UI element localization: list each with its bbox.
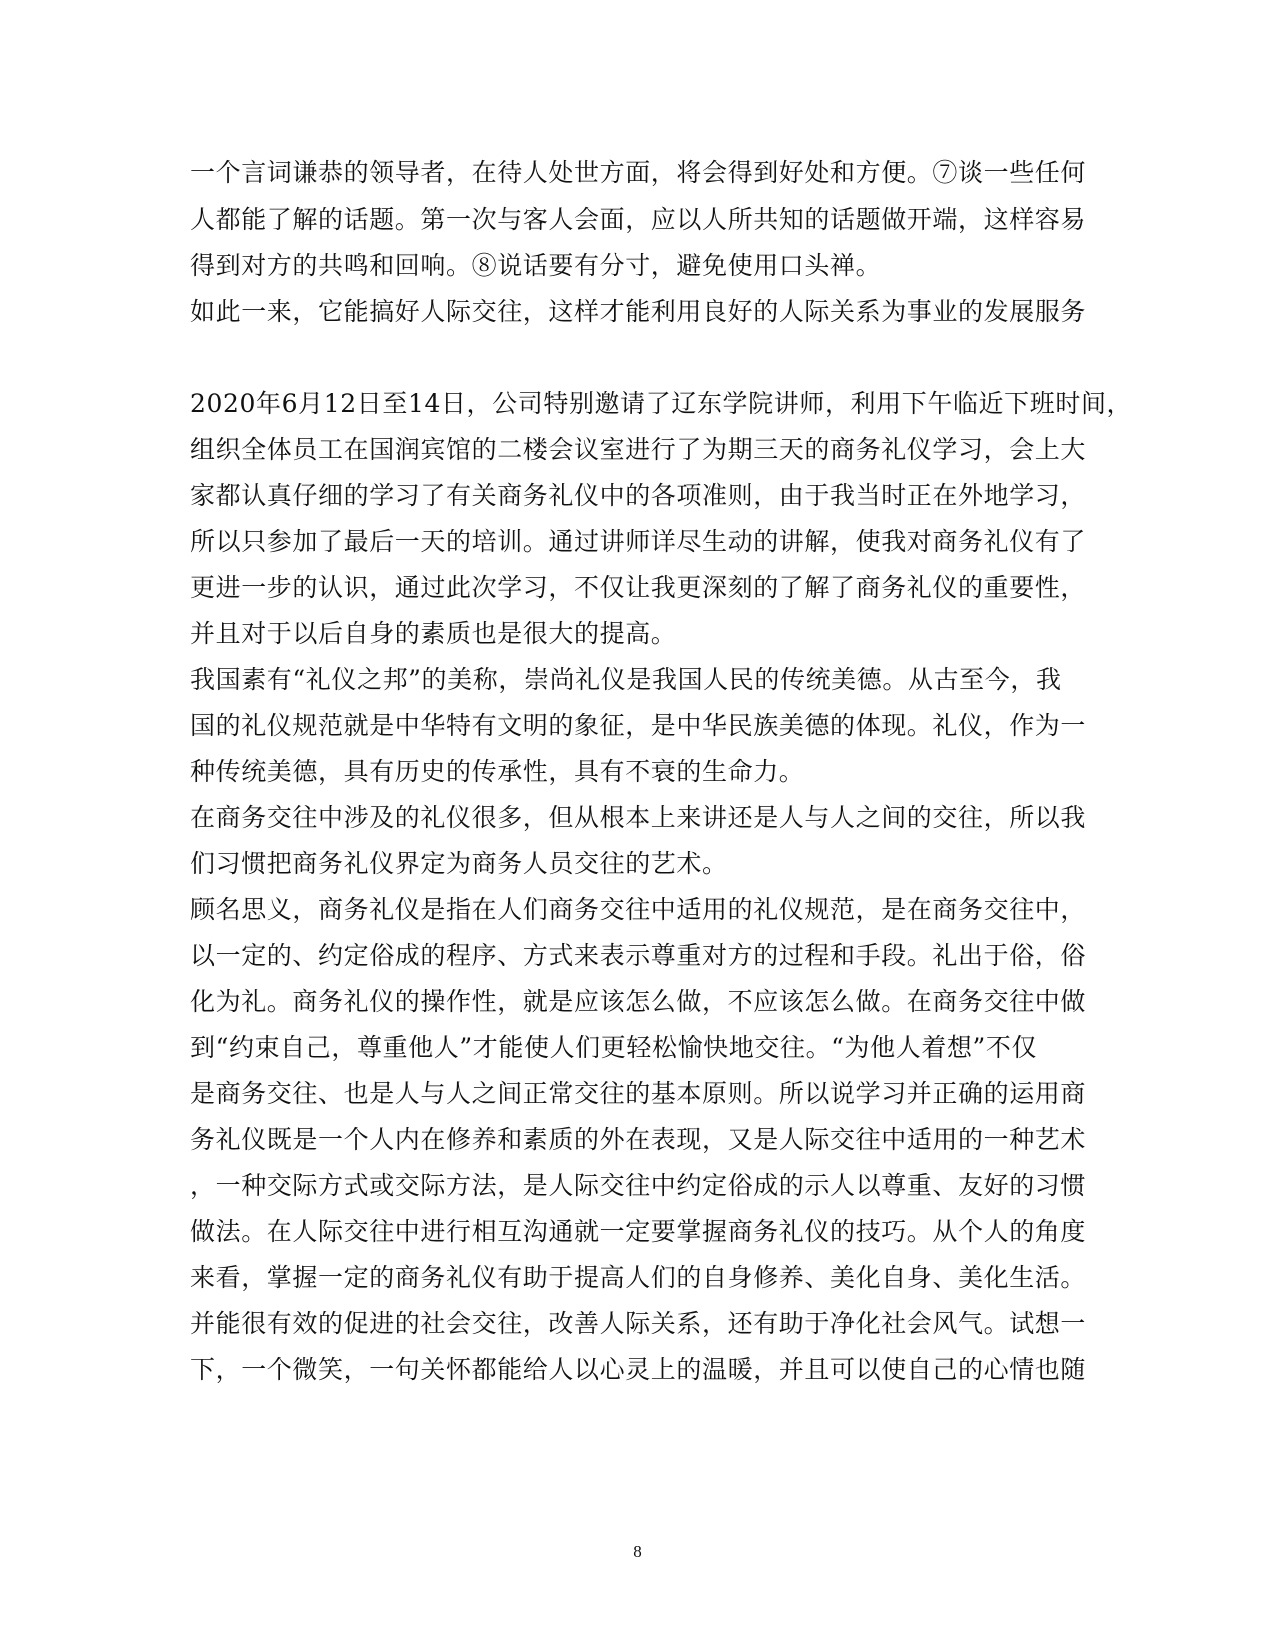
text-line: 化为礼。商务礼仪的操作性，就是应该怎么做，不应该怎么做。在商务交往中做 xyxy=(190,987,1087,1016)
text-line: 务礼仪既是一个人内在修养和素质的外在表现，又是人际交往中适用的一种艺术 xyxy=(190,1125,1087,1154)
page-number: 8 xyxy=(633,1542,642,1561)
text-line: 是商务交往、也是人与人之间正常交往的基本原则。所以说学习并正确的运用商 xyxy=(190,1079,1087,1108)
text-line: 人都能了解的话题。第一次与客人会面，应以人所共知的话题做开端，这样容易 xyxy=(190,205,1087,234)
text-line: 来看，掌握一定的商务礼仪有助于提高人们的自身修养、美化自身、美化生活。 xyxy=(190,1263,1087,1292)
text-line: ，一种交际方式或交际方法，是人际交往中约定俗成的示人以尊重、友好的习惯 xyxy=(190,1171,1087,1200)
text-line: 做法。在人际交往中进行相互沟通就一定要掌握商务礼仪的技巧。从个人的角度 xyxy=(190,1217,1087,1246)
text-line: 得到对方的共鸣和回响。⑧说话要有分寸，避免使用口头禅。 xyxy=(190,251,882,280)
text-line: 种传统美德，具有历史的传承性，具有不衰的生命力。 xyxy=(190,757,805,786)
text-line: 如此一来，它能搞好人际交往，这样才能利用良好的人际关系为事业的发展服务 xyxy=(190,297,1087,326)
text-line: 下，一个微笑，一句关怀都能给人以心灵上的温暖，并且可以使自己的心情也随 xyxy=(190,1355,1087,1384)
text-line: 并能很有效的促进的社会交往，改善人际关系，还有助于净化社会风气。试想一 xyxy=(190,1309,1087,1338)
text-line: 一个言词谦恭的领导者，在待人处世方面，将会得到好处和方便。⑦谈一些任何 xyxy=(190,158,1087,187)
text-line: 到“约束自己，尊重他人”才能使人们更轻松愉快地交往。“为他人着想”不仅 xyxy=(190,1033,1038,1062)
text-line: 们习惯把商务礼仪界定为商务人员交往的艺术。 xyxy=(190,849,728,878)
text-line: 更进一步的认识，通过此次学习，不仅让我更深刻的了解了商务礼仪的重要性， xyxy=(190,573,1087,602)
text-line: 组织全体员工在国润宾馆的二楼会议室进行了为期三天的商务礼仪学习，会上大 xyxy=(190,435,1087,464)
text-line: 国的礼仪规范就是中华特有文明的象征，是中华民族美德的体现。礼仪，作为一 xyxy=(190,711,1087,740)
text-line: 顾名思义，商务礼仪是指在人们商务交往中适用的礼仪规范，是在商务交往中， xyxy=(190,895,1087,924)
text-line: 我国素有“礼仪之邦”的美称，崇尚礼仪是我国人民的传统美德。从古至今，我 xyxy=(190,665,1062,694)
text-line: 并且对于以后自身的素质也是很大的提高。 xyxy=(190,619,677,648)
text-line: 在商务交往中涉及的礼仪很多，但从根本上来讲还是人与人之间的交往，所以我 xyxy=(190,803,1087,832)
text-line: 所以只参加了最后一天的培训。通过讲师详尽生动的讲解，使我对商务礼仪有了 xyxy=(190,527,1087,556)
text-line: 以一定的、约定俗成的程序、方式来表示尊重对方的过程和手段。礼出于俗，俗 xyxy=(190,941,1087,970)
text-line: 家都认真仔细的学习了有关商务礼仪中的各项准则，由于我当时正在外地学习， xyxy=(190,481,1087,510)
text-line: 2020年6月12日至14日，公司特别邀请了辽东学院讲师，利用下午临近下班时间， xyxy=(190,389,1133,418)
